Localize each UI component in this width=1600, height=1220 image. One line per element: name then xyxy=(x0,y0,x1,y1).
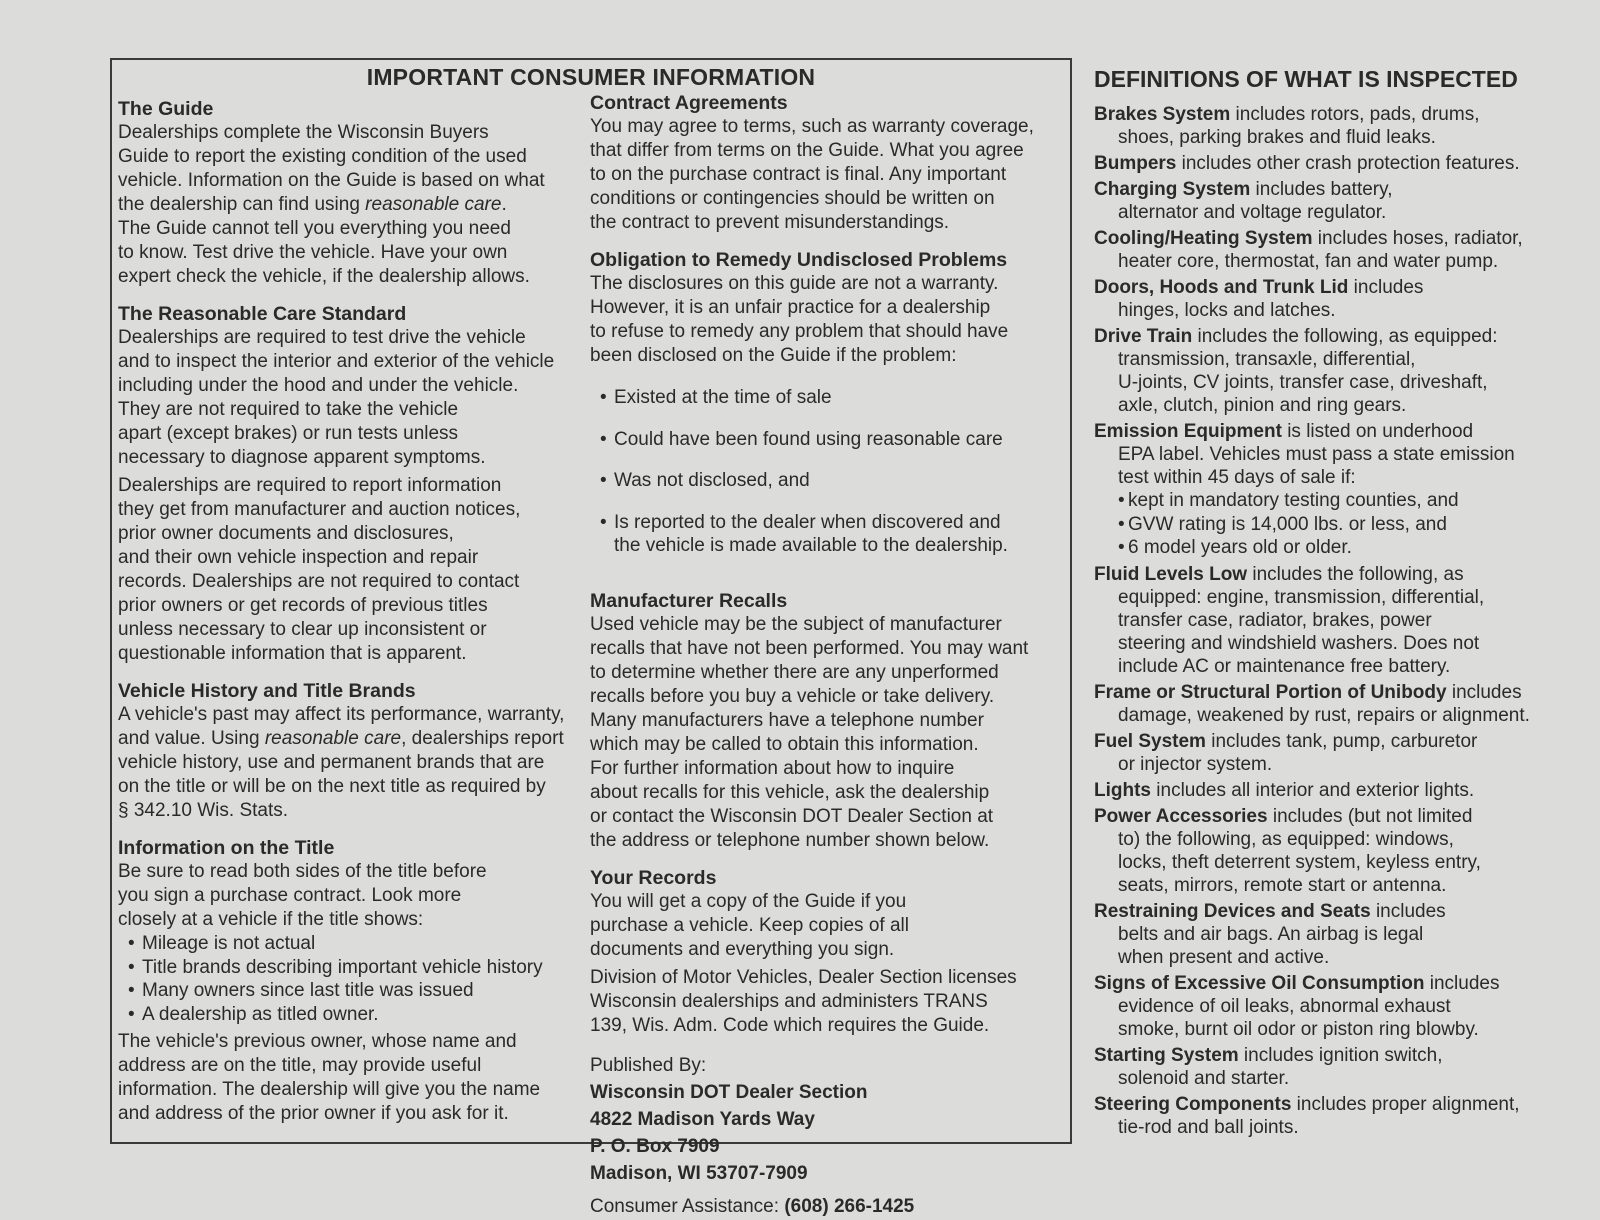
definition-text: is listed on underhood xyxy=(1281,421,1474,442)
published-by-label: Published By: xyxy=(590,1054,707,1076)
obligation-paragraph: The disclosures on this guide are not a warranty. However, it is an unfair practice for a dealership to refuse to remedy any problem that should have been disclosed on the Guide if the problem: xyxy=(590,273,1009,366)
list-item: • Is reported to the dealer when discovered and the vehicle is made available to the dealership. xyxy=(590,511,1066,558)
section-vehicle-history xyxy=(118,680,586,823)
definition-item xyxy=(1094,972,1594,1041)
definition-text: includes hoses, radiator, xyxy=(1312,228,1523,249)
publisher-org: Wisconsin DOT Dealer Section xyxy=(590,1081,868,1103)
definition-continuation: evidence of oil leaks, abnormal exhaust smoke, burnt oil odor or piston ring blowby. xyxy=(1118,995,1479,1040)
definition-term: Steering Components xyxy=(1094,1093,1292,1115)
definition-text: includes (but not limited xyxy=(1267,805,1473,827)
consumer-info-title: IMPORTANT CONSUMER INFORMATION xyxy=(366,64,816,90)
definition-term: Fuel System xyxy=(1094,730,1206,752)
list-item: • Many owners since last title was issued xyxy=(118,979,586,1003)
title-info-paragraph-2: The vehicle's previous owner, whose name and address are on the title, may provide useful information. The dealership will give you the name and address of the prior owner if you ask for it. xyxy=(118,1031,541,1124)
definition-text: includes all interior and exterior lights. xyxy=(1151,779,1475,801)
list-item: • Title brands describing important vehicle history xyxy=(118,956,586,980)
definition-continuation: EPA label. Vehicles must pass a state emission test within 45 days of sale if: xyxy=(1118,444,1515,488)
definition-text: includes xyxy=(1370,900,1446,922)
records-paragraph-2: Division of Motor Vehicles, Dealer Section licenses Wisconsin dealerships and administers TRANS 139, Wis. Adm. Code which requires the Guide. xyxy=(590,966,1017,1036)
recalls-paragraph: Used vehicle may be the subject of manufacturer recalls that have not been performed. You may want to determine whether there are any unperformed recalls before you buy a vehicle or take delivery. Many manufacturers have a telephone number which may be called to obtain this information. For further information about how to inquire about recalls for this vehicle, ask the dealership or contact the Wisconsin DOT Dealer Section at the address or telephone number shown below. xyxy=(590,613,1029,851)
list-item: • kept in mandatory testing counties, and xyxy=(1094,489,1594,513)
section-the-guide xyxy=(118,98,586,289)
definitions-list xyxy=(1094,103,1594,1139)
definition-term: Drive Train xyxy=(1094,326,1193,347)
definition-item xyxy=(1094,681,1594,727)
list-item: • 6 model years old or older. xyxy=(1094,536,1594,560)
title-info-bullets xyxy=(118,932,586,1026)
definition-text: includes xyxy=(1446,681,1522,703)
heading-vehicle-history: Vehicle History and Title Brands xyxy=(118,680,416,702)
definition-term: Bumpers xyxy=(1094,153,1177,174)
definition-item xyxy=(1094,103,1594,149)
definition-continuation: equipped: engine, transmission, differential, transfer case, radiator, brakes, power steering and windshield washers. Does not include AC or maintenance free battery. xyxy=(1118,586,1485,677)
definition-continuation: hinges, locks and latches. xyxy=(1118,300,1336,321)
section-records xyxy=(590,867,1066,1038)
middle-column xyxy=(590,92,1066,1220)
definition-continuation: heater core, thermostat, fan and water pump. xyxy=(1118,251,1499,272)
definition-item xyxy=(1094,227,1594,273)
definition-term: Fluid Levels Low xyxy=(1094,563,1248,585)
list-item: • Could have been found using reasonable care xyxy=(590,428,1066,452)
definition-term: Lights xyxy=(1094,779,1151,801)
publisher-pobox: P. O. Box 7909 xyxy=(590,1135,720,1157)
definition-term: Signs of Excessive Oil Consumption xyxy=(1094,972,1425,994)
definition-continuation: alternator and voltage regulator. xyxy=(1118,202,1387,223)
guide-paragraph-1: Dealerships complete the Wisconsin Buyers Guide to report the existing condition of the used vehicle. Information on the Guide is based on what the dealership can find using reasonable care. xyxy=(118,122,545,215)
definition-continuation: tie-rod and ball joints. xyxy=(1118,1116,1299,1138)
list-item: • GVW rating is 14,000 lbs. or less, and xyxy=(1094,513,1594,537)
definition-term: Emission Equipment xyxy=(1094,421,1282,442)
definition-term: Brakes System xyxy=(1094,104,1231,125)
definition-item xyxy=(1094,178,1594,224)
list-item: • Existed at the time of sale xyxy=(590,386,1066,410)
consumer-assistance-phone: (608) 266-1425 xyxy=(784,1195,915,1217)
section-obligation xyxy=(590,249,1066,576)
definition-text: includes ignition switch, xyxy=(1238,1044,1443,1066)
definition-term: Frame or Structural Portion of Unibody xyxy=(1094,681,1447,703)
vehicle-history-paragraph: A vehicle's past may affect its performance, warranty, and value. Using reasonable care, dealerships report vehicle history, use and permanent brands that are on the title or will be on the next title as required by § 342.10 Wis. Stats. xyxy=(118,704,565,821)
list-item: • A dealership as titled owner. xyxy=(118,1003,586,1027)
reasonable-care-paragraph-1: Dealerships are required to test drive the vehicle and to inspect the interior and exterior of the vehicle including under the hood and under the vehicle. They are not required to take the vehicle apart (except brakes) or run tests unless necessary to diagnose apparent symptoms. xyxy=(118,327,555,468)
definition-continuation: or injector system. xyxy=(1118,753,1273,775)
publisher-block xyxy=(590,1052,1066,1220)
heading-reasonable-care: The Reasonable Care Standard xyxy=(118,303,407,325)
definition-term: Charging System xyxy=(1094,179,1251,200)
definition-item xyxy=(1094,325,1594,417)
left-column xyxy=(118,98,586,1140)
definition-text: includes battery, xyxy=(1250,179,1393,200)
definition-continuation: shoes, parking brakes and fluid leaks. xyxy=(1118,127,1436,148)
consumer-info-box xyxy=(110,58,1072,1217)
reasonable-care-paragraph-2: Dealerships are required to report information they get from manufacturer and auction notices, prior owner documents and disclosures, and their own vehicle inspection and repair records. Dealerships are not required to contact prior owners or get records of previous titles unless necessary to clear up inconsistent or questionable information that is apparent. xyxy=(118,475,521,664)
definition-item xyxy=(1094,152,1594,175)
publisher-city: Madison, WI 53707-7909 xyxy=(590,1162,808,1184)
definition-item xyxy=(1094,276,1594,322)
definition-item xyxy=(1094,420,1594,560)
definition-continuation: solenoid and starter. xyxy=(1118,1067,1290,1089)
guide-paragraph-2: The Guide cannot tell you everything you need to know. Test drive the vehicle. Have your own expert check the vehicle, if the dealership allows. xyxy=(118,218,530,287)
definition-term: Power Accessories xyxy=(1094,805,1268,827)
definition-text: includes xyxy=(1348,277,1424,298)
definition-item xyxy=(1094,563,1594,678)
definition-continuation: transmission, transaxle, differential, U-joints, CV joints, transfer case, driveshaft, axle, clutch, pinion and ring gears. xyxy=(1118,349,1488,416)
definition-item xyxy=(1094,730,1594,776)
section-title-info xyxy=(118,837,586,1126)
definition-term: Starting System xyxy=(1094,1044,1239,1066)
definition-item xyxy=(1094,805,1594,897)
definition-text: includes proper alignment, xyxy=(1291,1093,1520,1115)
obligation-bullets xyxy=(590,368,1066,576)
definition-item xyxy=(1094,779,1594,802)
definition-continuation: damage, weakened by rust, repairs or alignment. xyxy=(1118,704,1530,726)
consumer-assistance: Consumer Assistance: (608) 266-1425 xyxy=(590,1195,915,1217)
heading-records: Your Records xyxy=(590,866,717,889)
title-info-paragraph-1: Be sure to read both sides of the title before you sign a purchase contract. Look more closely at a vehicle if the title shows: xyxy=(118,861,487,930)
section-contract xyxy=(590,92,1066,235)
heading-title-info: Information on the Title xyxy=(118,837,335,859)
section-recalls xyxy=(590,590,1066,853)
records-paragraph-1: You will get a copy of the Guide if you purchase a vehicle. Keep copies of all documents and everything you sign. xyxy=(590,890,909,960)
heading-the-guide: The Guide xyxy=(118,98,214,120)
section-reasonable-care xyxy=(118,303,586,666)
heading-recalls: Manufacturer Recalls xyxy=(590,589,788,612)
definition-item xyxy=(1094,1093,1594,1139)
definition-text: includes the following, as xyxy=(1247,563,1464,585)
definition-text: includes the following, as equipped: xyxy=(1192,326,1498,347)
definition-term: Cooling/Heating System xyxy=(1094,228,1313,249)
heading-contract: Contract Agreements xyxy=(590,92,788,114)
definition-text: includes rotors, pads, drums, xyxy=(1230,104,1480,125)
publisher-street: 4822 Madison Yards Way xyxy=(590,1108,815,1130)
definition-term: Restraining Devices and Seats xyxy=(1094,900,1371,922)
definition-bullets xyxy=(1094,489,1594,560)
definition-text: includes tank, pump, carburetor xyxy=(1205,730,1478,752)
definitions-title: DEFINITIONS OF WHAT IS INSPECTED xyxy=(1094,66,1518,92)
definition-text: includes xyxy=(1424,972,1500,994)
definition-text: includes other crash protection features. xyxy=(1176,153,1520,174)
list-item: • Was not disclosed, and xyxy=(590,469,1066,493)
definition-item xyxy=(1094,900,1594,969)
heading-obligation: Obligation to Remedy Undisclosed Problems xyxy=(590,249,1008,271)
definitions-column xyxy=(1094,66,1594,1142)
definition-item xyxy=(1094,1044,1594,1090)
definition-continuation: to) the following, as equipped: windows, locks, theft deterrent system, keyless entry, seats, mirrors, remote start or antenna. xyxy=(1118,828,1481,896)
list-item: • Mileage is not actual xyxy=(118,932,586,956)
definition-continuation: belts and air bags. An airbag is legal when present and active. xyxy=(1118,923,1424,968)
definition-term: Doors, Hoods and Trunk Lid xyxy=(1094,277,1349,298)
contract-paragraph: You may agree to terms, such as warranty coverage, that differ from terms on the Guide. What you agree to on the purchase contract is final. Any important conditions or contingencies should be written on the contract to prevent misunderstandings. xyxy=(590,116,1034,233)
